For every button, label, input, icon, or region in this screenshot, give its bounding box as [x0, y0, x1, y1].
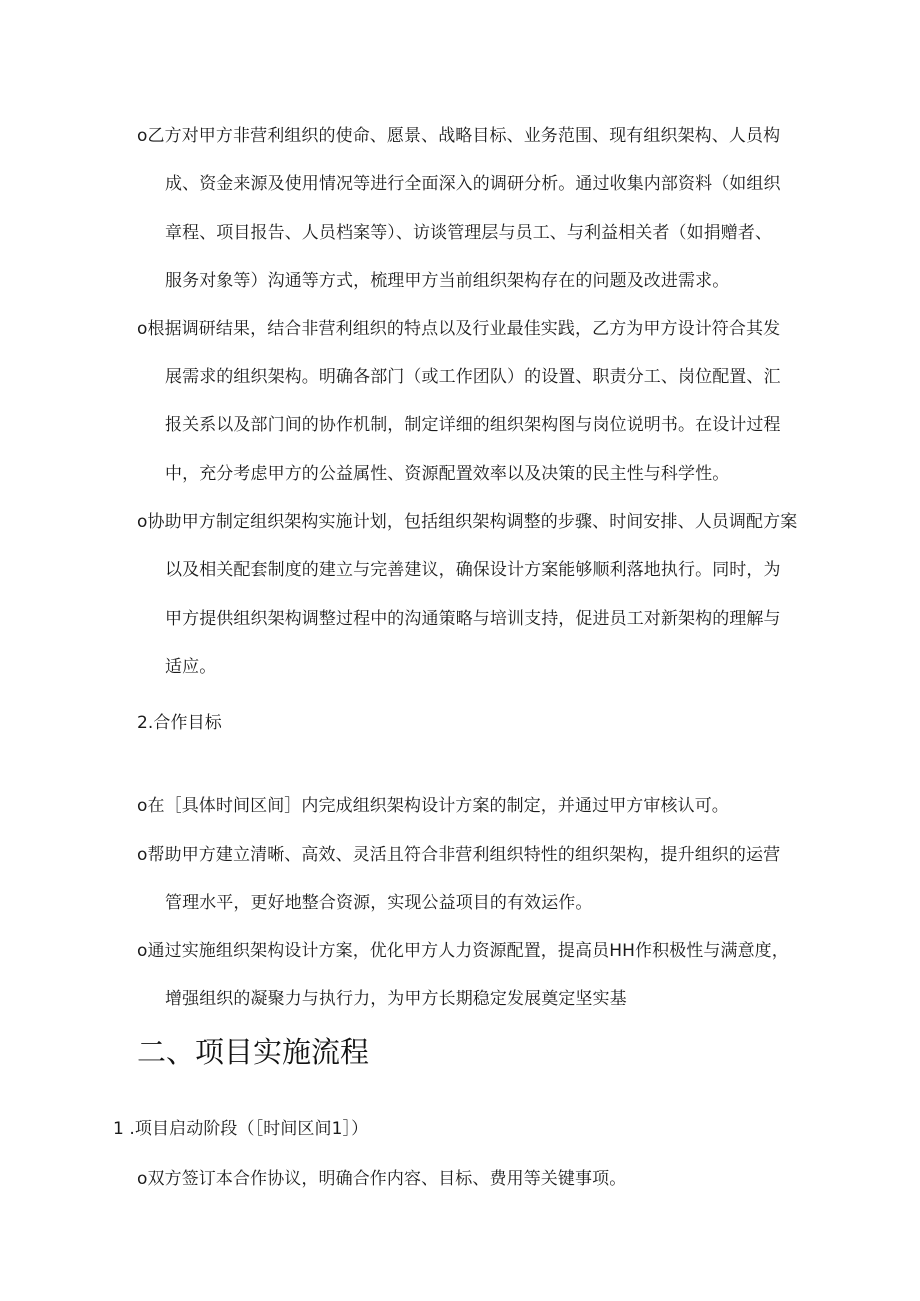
para3-line-4: 适应。 [165, 657, 217, 677]
section-title: 二、项目实施流程 [137, 1035, 370, 1069]
goal3-line-2: 增强组织的凝聚力与执行力，为甲方长期稳定发展奠定坚实基 [165, 989, 627, 1009]
para1-line-4: 服务对象等）沟通等方式，梳理甲方当前组织架构存在的问题及改进需求。 [165, 271, 730, 291]
goal1-line-1: o在［具体时间区间］内完成组织架构设计方案的制定，并通过甲方审核认可。 [137, 796, 729, 816]
para1-line-3: 章程、项目报告、人员档案等）、访谈管理层与员工、与利益相关者（如捐赠者、 [165, 223, 773, 243]
goal2-line-1: o帮助甲方建立清晰、高效、灵活且符合非营利组织特性的组织架构，提升组织的运营 [137, 845, 781, 865]
para3-line-1: o协助甲方制定组织架构实施计划，包括组织架构调整的步骤、时间安排、人员调配方案 [137, 512, 798, 532]
para2-line-2: 展需求的组织架构。明确各部门（或工作团队）的设置、职责分工、岗位配置、汇 [165, 367, 781, 387]
goals-heading: 2.合作目标 [137, 713, 222, 733]
para1-line-2: 成、资金来源及使用情况等进行全面深入的调研分析。通过收集内部资料（如组织 [165, 174, 781, 194]
para2-line-3: 报关系以及部门间的协作机制，制定详细的组织架构图与岗位说明书。在设计过程 [165, 415, 781, 435]
goal2-line-2: 管理水平，更好地整合资源，实现公益项目的有效运作。 [165, 893, 593, 913]
goal3-line-1: o通过实施组织架构设计方案，优化甲方人力资源配置，提高员HH作积极性与满意度， [137, 941, 789, 961]
para1-line-1: o乙方对甲方非营利组织的使命、愿景、战略目标、业务范围、现有组织架构、人员构 [137, 126, 781, 146]
stage1-item-1: o双方签订本合作协议，明确合作内容、目标、费用等关键事项。 [137, 1169, 627, 1189]
para2-line-1: o根据调研结果，结合非营利组织的特点以及行业最佳实践，乙方为甲方设计符合其发 [137, 319, 781, 339]
para3-line-2: 以及相关配套制度的建立与完善建议，确保设计方案能够顺利落地执行。同时，为 [165, 560, 781, 580]
para2-line-4: 中，充分考虑甲方的公益属性、资源配置效率以及决策的民主性与科学性。 [165, 464, 730, 484]
stage1-heading: 1 .项目启动阶段（［时间区间1］） [113, 1119, 369, 1139]
para3-line-3: 甲方提供组织架构调整过程中的沟通策略与培训支持，促进员工对新架构的理解与 [165, 609, 781, 629]
